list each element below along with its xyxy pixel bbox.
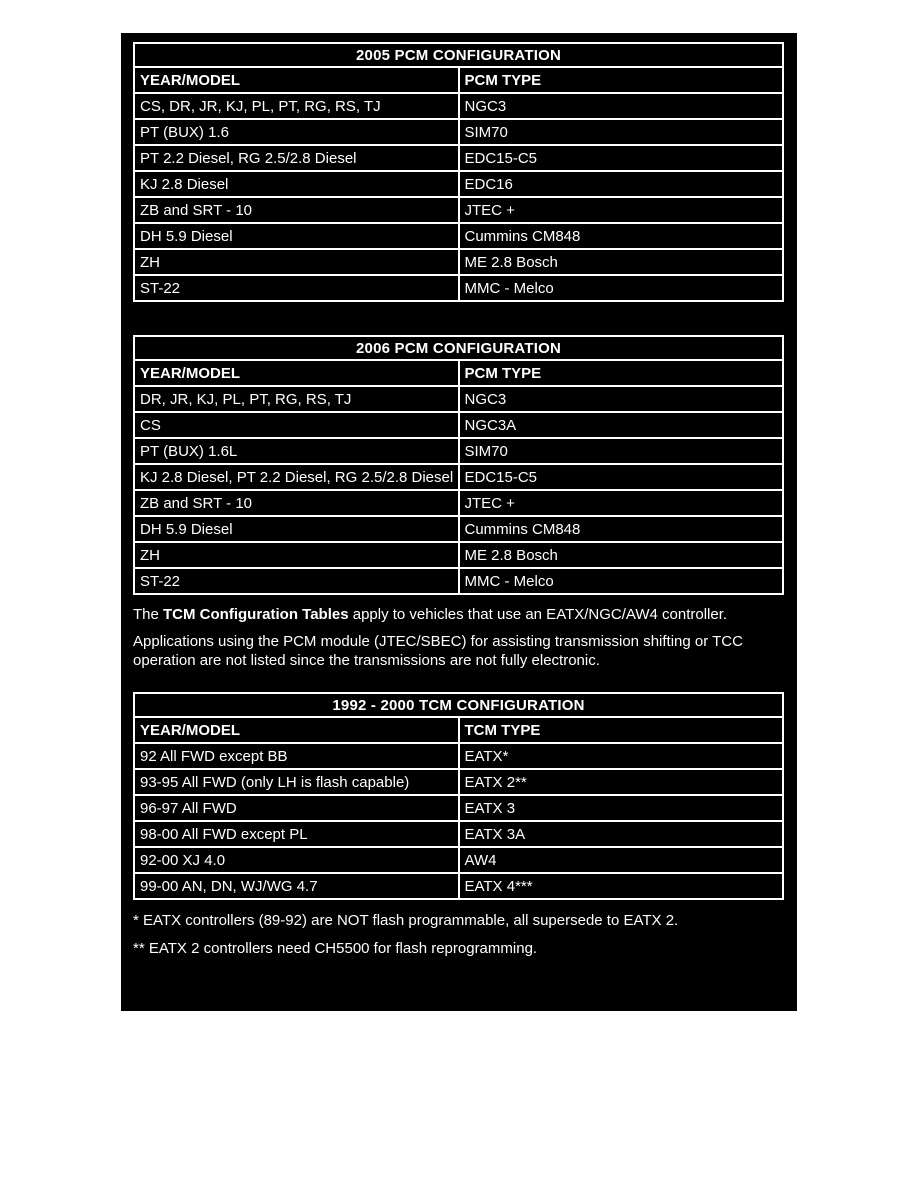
tcm-intro-suffix: apply to vehicles that use an EATX/NGC/AW4 controller. — [348, 606, 728, 623]
table-cell: NGC3 — [459, 386, 784, 412]
table-header-row — [134, 717, 783, 743]
table-cell: JTEC + — [459, 490, 784, 516]
table-cell: KJ 2.8 Diesel — [134, 171, 459, 197]
table-row — [134, 223, 783, 249]
table-cell: Cummins CM848 — [459, 516, 784, 542]
scanned-content-area — [121, 33, 797, 1011]
table-cell: EDC15-C5 — [459, 464, 784, 490]
table-header-row — [134, 360, 783, 386]
footnote-eatx: * EATX controllers (89-92) are NOT flash programmable, all supersede to EATX 2. — [133, 912, 679, 929]
table-cell: ZB and SRT - 10 — [134, 490, 459, 516]
table-cell: MMC - Melco — [459, 275, 784, 301]
table-title-row — [134, 43, 783, 67]
column-header: PCM TYPE — [459, 360, 784, 386]
footnote-eatx2: ** EATX 2 controllers need CH5500 for flash reprogramming. — [133, 940, 538, 957]
table-cell: 93-95 All FWD (only LH is flash capable) — [134, 769, 459, 795]
table-cell: MMC - Melco — [459, 568, 784, 594]
table-row — [134, 145, 783, 171]
tcm-intro-prefix: The — [133, 606, 164, 623]
table-cell: ST-22 — [134, 275, 459, 301]
table-cell: 96-97 All FWD — [134, 795, 459, 821]
table-cell: EDC15-C5 — [459, 145, 784, 171]
column-header: YEAR/MODEL — [134, 67, 459, 93]
table-cell: KJ 2.8 Diesel, PT 2.2 Diesel, RG 2.5/2.8 Diesel — [134, 464, 459, 490]
table-row — [134, 171, 783, 197]
table-cell: PT (BUX) 1.6 — [134, 119, 459, 145]
table-row — [134, 412, 783, 438]
table-header-row — [134, 67, 783, 93]
pcm-note-paragraph: Applications using the PCM module (JTEC/SBEC) for assisting transmission shifting or TCC operation are not listed since the transmissions are not fully electronic. — [133, 633, 743, 669]
table-cell: DH 5.9 Diesel — [134, 223, 459, 249]
table-cell: SIM70 — [459, 438, 784, 464]
table-cell: EATX 3 — [459, 795, 784, 821]
table-cell: NGC3A — [459, 412, 784, 438]
table-row — [134, 197, 783, 223]
tcm-configuration-table-1992-2000 — [133, 692, 784, 900]
table-cell: DH 5.9 Diesel — [134, 516, 459, 542]
table-title: 1992 - 2000 TCM CONFIGURATION — [134, 693, 783, 717]
table-row — [134, 516, 783, 542]
table-title-row — [134, 336, 783, 360]
table-row — [134, 568, 783, 594]
table-cell: EATX 3A — [459, 821, 784, 847]
table-row — [134, 386, 783, 412]
table-cell: EATX 4*** — [459, 873, 784, 899]
table-cell: ZB and SRT - 10 — [134, 197, 459, 223]
table-row — [134, 119, 783, 145]
column-header: PCM TYPE — [459, 67, 784, 93]
table-row — [134, 542, 783, 568]
table-cell: PT (BUX) 1.6L — [134, 438, 459, 464]
table-row — [134, 93, 783, 119]
table-cell: ME 2.8 Bosch — [459, 249, 784, 275]
table-cell: PT 2.2 Diesel, RG 2.5/2.8 Diesel — [134, 145, 459, 171]
table-cell: SIM70 — [459, 119, 784, 145]
table-cell: 98-00 All FWD except PL — [134, 821, 459, 847]
table-cell: EATX 2** — [459, 769, 784, 795]
table-cell: 99-00 AN, DN, WJ/WG 4.7 — [134, 873, 459, 899]
table-row — [134, 821, 783, 847]
table-title: 2006 PCM CONFIGURATION — [134, 336, 783, 360]
table-row — [134, 795, 783, 821]
table-cell: 92-00 XJ 4.0 — [134, 847, 459, 873]
table-row — [134, 847, 783, 873]
table-cell: AW4 — [459, 847, 784, 873]
table-cell: ME 2.8 Bosch — [459, 542, 784, 568]
table-cell: EDC16 — [459, 171, 784, 197]
table-row — [134, 769, 783, 795]
table-row — [134, 490, 783, 516]
table-row — [134, 464, 783, 490]
tcm-intro-paragraph — [133, 605, 797, 624]
table-title: 2005 PCM CONFIGURATION — [134, 43, 783, 67]
table-row — [134, 438, 783, 464]
table-cell: EATX* — [459, 743, 784, 769]
table-cell: ST-22 — [134, 568, 459, 594]
table-row — [134, 743, 783, 769]
table-cell: 92 All FWD except BB — [134, 743, 459, 769]
table-row — [134, 873, 783, 899]
table-row — [134, 249, 783, 275]
column-header: YEAR/MODEL — [134, 717, 459, 743]
table-cell: ZH — [134, 249, 459, 275]
column-header: YEAR/MODEL — [134, 360, 459, 386]
column-header: TCM TYPE — [459, 717, 784, 743]
table-title-row — [134, 693, 783, 717]
table-cell: CS, DR, JR, KJ, PL, PT, RG, RS, TJ — [134, 93, 459, 119]
table-cell: ZH — [134, 542, 459, 568]
pcm-configuration-table-2006 — [133, 335, 784, 595]
table-cell: DR, JR, KJ, PL, PT, RG, RS, TJ — [134, 386, 459, 412]
tcm-intro-bold-text: TCM Configuration Tables — [163, 606, 349, 623]
table-cell: CS — [134, 412, 459, 438]
table-cell: NGC3 — [459, 93, 784, 119]
table-cell: Cummins CM848 — [459, 223, 784, 249]
pcm-configuration-table-2005 — [133, 42, 784, 302]
table-row — [134, 275, 783, 301]
table-cell: JTEC + — [459, 197, 784, 223]
